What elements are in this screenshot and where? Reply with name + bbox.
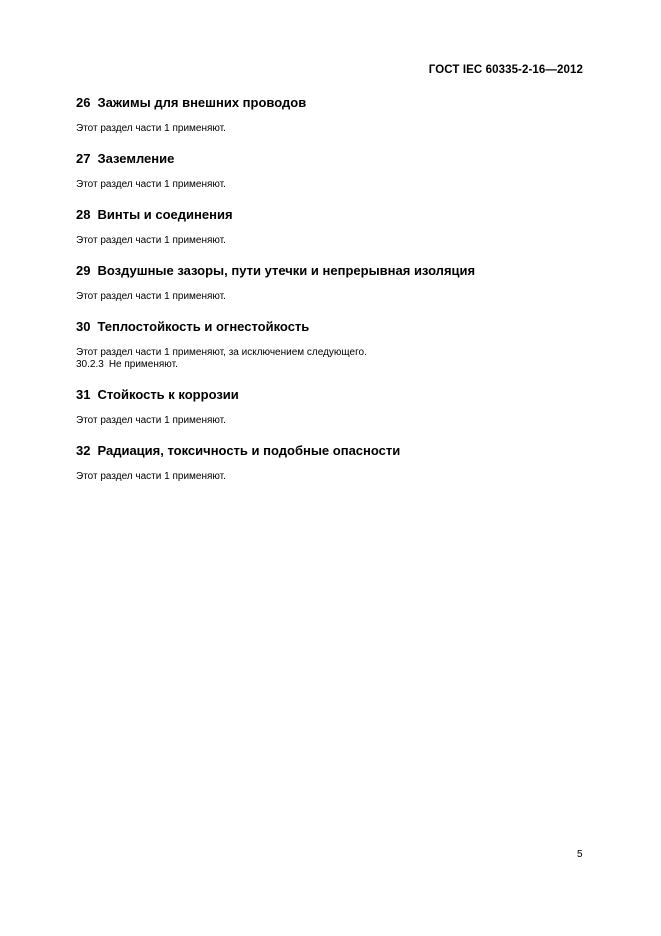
section-heading: [76, 150, 586, 168]
clause-line: [76, 359, 586, 371]
section-heading: [76, 386, 586, 404]
standard-designation: ГОСТ IEC 60335-2-16—2012: [428, 64, 583, 76]
section-title: Заземление: [97, 151, 175, 166]
page-number: 5: [577, 849, 583, 860]
sections-container: [76, 92, 586, 483]
section-title: Радиация, токсичность и подобные опасности: [97, 443, 401, 458]
section-32: [76, 442, 586, 483]
section-29: [76, 262, 586, 303]
section-number: 27: [76, 151, 91, 166]
section-number: 26: [76, 95, 91, 110]
section-body: [76, 291, 586, 303]
section-body: [76, 123, 586, 135]
section-body: [76, 471, 586, 483]
section-title: Воздушные зазоры, пути утечки и непрерывная изоляция: [97, 263, 476, 278]
section-number: 32: [76, 443, 91, 458]
section-text: Этот раздел части 1 применяют.: [76, 123, 226, 134]
section-title: Стойкость к коррозии: [97, 387, 239, 402]
section-27: [76, 150, 586, 191]
section-body: [76, 347, 586, 371]
section-text: Этот раздел части 1 применяют, за исключением следующего.: [76, 347, 367, 358]
section-26: [76, 94, 586, 135]
section-title: Винты и соединения: [97, 207, 233, 222]
section-heading: [76, 94, 586, 112]
section-31: [76, 386, 586, 427]
section-number: 29: [76, 263, 91, 278]
section-number: 28: [76, 207, 91, 222]
section-number: 31: [76, 387, 91, 402]
clause-number: 30.2.3: [76, 359, 104, 370]
clause-text: Не применяют.: [108, 359, 178, 370]
section-title: Теплостойкость и огнестойкость: [97, 319, 310, 334]
section-text: Этот раздел части 1 применяют.: [76, 179, 226, 190]
section-text: Этот раздел части 1 применяют.: [76, 291, 226, 302]
section-28: [76, 206, 586, 247]
section-text: Этот раздел части 1 применяют.: [76, 471, 226, 482]
section-body: [76, 415, 586, 427]
section-title: Зажимы для внешних проводов: [97, 95, 307, 110]
section-number: 30: [76, 319, 91, 334]
section-heading: [76, 262, 586, 280]
section-body: [76, 235, 586, 247]
section-heading: [76, 318, 586, 336]
section-30: [76, 318, 586, 371]
section-text: Этот раздел части 1 применяют.: [76, 235, 226, 246]
section-heading: [76, 442, 586, 460]
section-text: Этот раздел части 1 применяют.: [76, 415, 226, 426]
section-heading: [76, 206, 586, 224]
section-body: [76, 179, 586, 191]
